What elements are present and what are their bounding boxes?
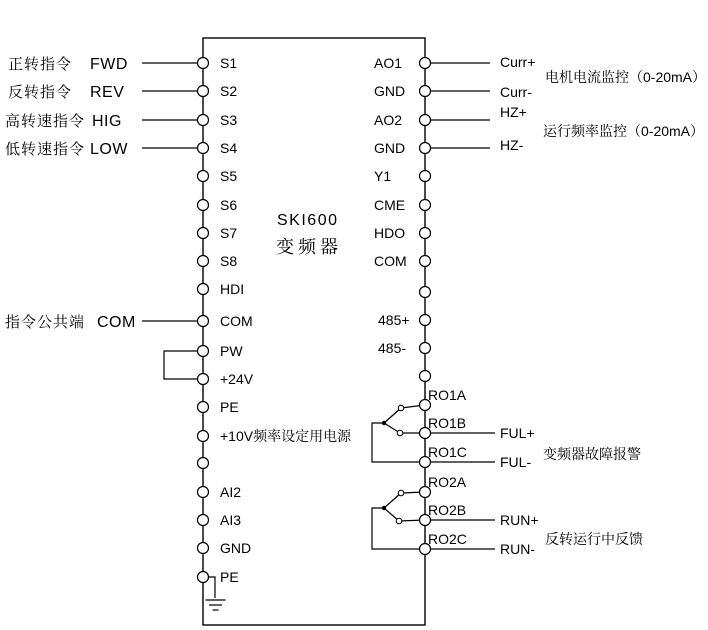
terminal-s2-label: S2 — [220, 83, 238, 99]
input-signal-com: COM — [97, 314, 136, 331]
terminal-s3-dot — [198, 115, 209, 126]
output-annotations — [543, 69, 706, 547]
terminal-hdo-label: HDO — [374, 225, 406, 241]
terminal-s8-dot — [198, 256, 209, 267]
input-annotation-reverse: 反转指令 — [8, 84, 73, 101]
terminal-ao2-label: AO2 — [374, 112, 403, 128]
terminal-ai2-dot — [198, 487, 209, 498]
terminal-485p-dot — [420, 315, 431, 326]
output-wire-labels — [500, 54, 539, 557]
input-annotation-forward: 正转指令 — [8, 56, 73, 73]
input-annotation-high: 高转速指令 — [5, 113, 86, 130]
terminal-485n-dot — [420, 343, 431, 354]
terminal-com-right-dot — [420, 256, 431, 267]
terminal-s1-label: S1 — [220, 55, 238, 71]
device-name: 变频器 — [276, 237, 342, 257]
input-signal-low: LOW — [90, 141, 128, 158]
relay1-contact-icon — [372, 405, 425, 462]
relay2-contact-a-dot — [398, 490, 404, 496]
terminal-gnd-left-dot — [198, 543, 209, 554]
terminal-pe2-dot — [198, 572, 209, 583]
relay2-arm-a — [384, 493, 401, 508]
relay2-contact-b-dot — [396, 518, 402, 524]
terminal-s8-label: S8 — [220, 253, 238, 269]
terminal-pe2-label: PE — [220, 569, 239, 585]
terminal-ai2-label: AI2 — [220, 484, 242, 500]
terminal-spare-left-dot — [198, 458, 209, 469]
terminal-s4-dot — [198, 143, 209, 154]
terminal-gnd2-label: GND — [374, 140, 406, 156]
terminal-s7-dot — [198, 228, 209, 239]
wire-label-curr-plus: Curr+ — [500, 54, 536, 70]
terminal-gnd1-label: GND — [374, 83, 406, 99]
annotation-motor-current-monitor: 电机电流监控（0-20mA） — [545, 69, 707, 85]
relay1-common-link — [372, 423, 425, 462]
terminal-cme-label: CME — [374, 197, 406, 213]
relay1-arm-a — [384, 408, 401, 423]
analog-output-wires — [425, 63, 490, 148]
terminal-pw-dot — [198, 346, 209, 357]
terminal-spare-right2-dot — [420, 371, 431, 382]
wire-label-hz-plus: HZ+ — [500, 104, 527, 120]
input-annotation-common: 指令公共端 — [5, 314, 86, 331]
terminal-y1-label: Y1 — [374, 168, 392, 184]
input-signal-hig: HIG — [92, 113, 122, 130]
terminal-ao1-label: AO1 — [374, 55, 403, 71]
wire-label-hz-minus: HZ- — [500, 137, 524, 153]
terminal-y1-dot — [420, 171, 431, 182]
input-annotation-low: 低转速指令 — [5, 141, 86, 158]
terminal-ro1b-label: RO1B — [428, 415, 467, 431]
wire-label-curr-minus: Curr- — [500, 84, 532, 100]
relay2-contact-icon — [372, 490, 425, 549]
jumper-pw-24v — [164, 351, 203, 379]
relay2-common-link — [372, 508, 425, 549]
wire-label-run-minus: RUN- — [500, 541, 535, 557]
terminal-s7-label: S7 — [220, 225, 238, 241]
terminal-pe1-label: PE — [220, 399, 239, 415]
terminal-pw-label: PW — [220, 343, 243, 359]
terminal-ro1c-label: RO1C — [428, 444, 467, 460]
relay2-pivot-dot — [382, 506, 386, 510]
terminal-ai3-label: AI3 — [220, 512, 242, 528]
terminal-gnd1-dot — [420, 86, 431, 97]
relay1-pivot-dot — [382, 421, 386, 425]
annotation-run-frequency-monitor: 运行频率监控（0-20mA） — [543, 123, 705, 139]
terminal-gnd2-dot — [420, 143, 431, 154]
terminal-ro1a-label: RO1A — [428, 387, 467, 403]
wire-label-ful-minus: FUL- — [500, 454, 532, 470]
terminal-10v-dot — [198, 431, 209, 442]
annotation-fault-alarm: 变频器故障报警 — [543, 446, 641, 462]
terminal-ao1-dot — [420, 58, 431, 69]
right-terminal-labels — [374, 55, 467, 547]
terminal-gnd-left-label: GND — [220, 540, 252, 556]
terminal-s5-dot — [198, 171, 209, 182]
terminal-ai3-dot — [198, 515, 209, 526]
left-terminal-labels — [220, 55, 352, 585]
terminal-ro2b-label: RO2B — [428, 502, 467, 518]
terminal-485p-label: 485+ — [378, 312, 410, 328]
relay1-contact-b-dot — [397, 430, 403, 436]
terminal-s5-label: S5 — [220, 168, 238, 184]
relay1-contact-a-dot — [398, 405, 404, 411]
annotation-reverse-run-feedback: 反转运行中反馈 — [545, 531, 643, 547]
input-labels — [5, 56, 136, 331]
terminal-s3-label: S3 — [220, 112, 238, 128]
terminal-s6-label: S6 — [220, 197, 238, 213]
input-signal-fwd: FWD — [90, 56, 128, 73]
terminal-ro2c-label: RO2C — [428, 531, 467, 547]
terminal-s6-dot — [198, 200, 209, 211]
terminal-s2-dot — [198, 86, 209, 97]
terminal-s1-dot — [198, 58, 209, 69]
terminal-hdi-dot — [198, 284, 209, 295]
terminal-10v-label: +10V频率设定用电源 — [220, 428, 352, 444]
terminal-s4-label: S4 — [220, 140, 238, 156]
terminal-cme-dot — [420, 200, 431, 211]
terminal-hdo-dot — [420, 228, 431, 239]
terminal-com-dot — [198, 316, 209, 327]
wire-label-ful-plus: FUL+ — [500, 425, 535, 441]
device-model: SKI600 — [277, 212, 339, 229]
terminal-485n-label: 485- — [378, 340, 407, 356]
input-wires — [142, 63, 203, 321]
terminal-hdi-label: HDI — [220, 281, 245, 297]
terminal-pe1-dot — [198, 402, 209, 413]
terminal-24v-label: +24V — [220, 371, 254, 387]
terminal-24v-dot — [198, 374, 209, 385]
terminal-ao2-dot — [420, 115, 431, 126]
terminal-com-right-label: COM — [374, 253, 407, 269]
terminal-com-label: COM — [220, 313, 253, 329]
terminal-spare-right1-dot — [420, 287, 431, 298]
terminal-ro2a-label: RO2A — [428, 474, 467, 490]
input-signal-rev: REV — [90, 84, 125, 101]
wire-label-run-plus: RUN+ — [500, 512, 539, 528]
